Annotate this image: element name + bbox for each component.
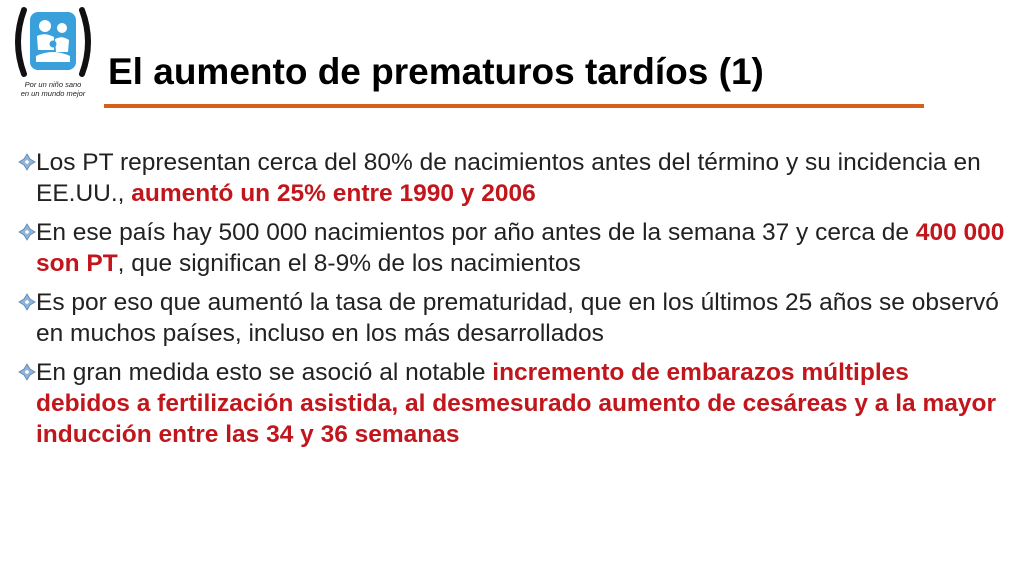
bullet-text: En ese país hay 500 000 nacimientos por año antes de la semana 37 y cerca de <box>36 219 916 246</box>
diamond-bullet-icon <box>18 223 36 241</box>
bullet-text: Es por eso que aumentó la tasa de prematuridad, que en los últimos 25 años se observó en muchos países, incluso en los más desarrollados <box>36 289 999 347</box>
logo-tagline-line1: Por un niño sano <box>24 80 82 89</box>
bullet-text: Los PT representan cerca del 80% de nacimientos antes del término y su incidencia en EE.UU., <box>36 149 981 207</box>
page-title: El aumento de prematuros tardíos (1) <box>108 51 764 92</box>
bullet-highlight: incremento de embarazos múltiples debidos a fertilización asistida, al desmesurado aumento de cesáreas y a la mayor inducción entre las 34 y 36 semanas <box>36 359 996 448</box>
diamond-bullet-icon <box>18 293 36 311</box>
diamond-bullet-icon <box>18 363 36 381</box>
diamond-bullet-icon <box>18 153 36 171</box>
bullet-item-1 <box>18 147 1008 209</box>
family-logo-icon <box>10 6 96 78</box>
bullet-text: En gran medida esto se asoció al notable <box>36 359 493 386</box>
bullet-item-2 <box>18 217 1008 279</box>
logo <box>10 6 96 98</box>
logo-tagline <box>10 80 96 98</box>
logo-tagline-line2: en un mundo mejor <box>20 89 86 98</box>
title-underline <box>104 104 924 108</box>
bullet-item-3 <box>18 287 1008 349</box>
bullet-highlight: aumentó un 25% entre 1990 y 2006 <box>131 180 536 207</box>
bullet-highlight: 400 000 son PT <box>36 219 1005 277</box>
bullet-text-tail: , que significan el 8-9% de los nacimientos <box>117 250 581 277</box>
bullet-item-4 <box>18 357 1008 450</box>
bullet-list <box>18 147 1008 458</box>
